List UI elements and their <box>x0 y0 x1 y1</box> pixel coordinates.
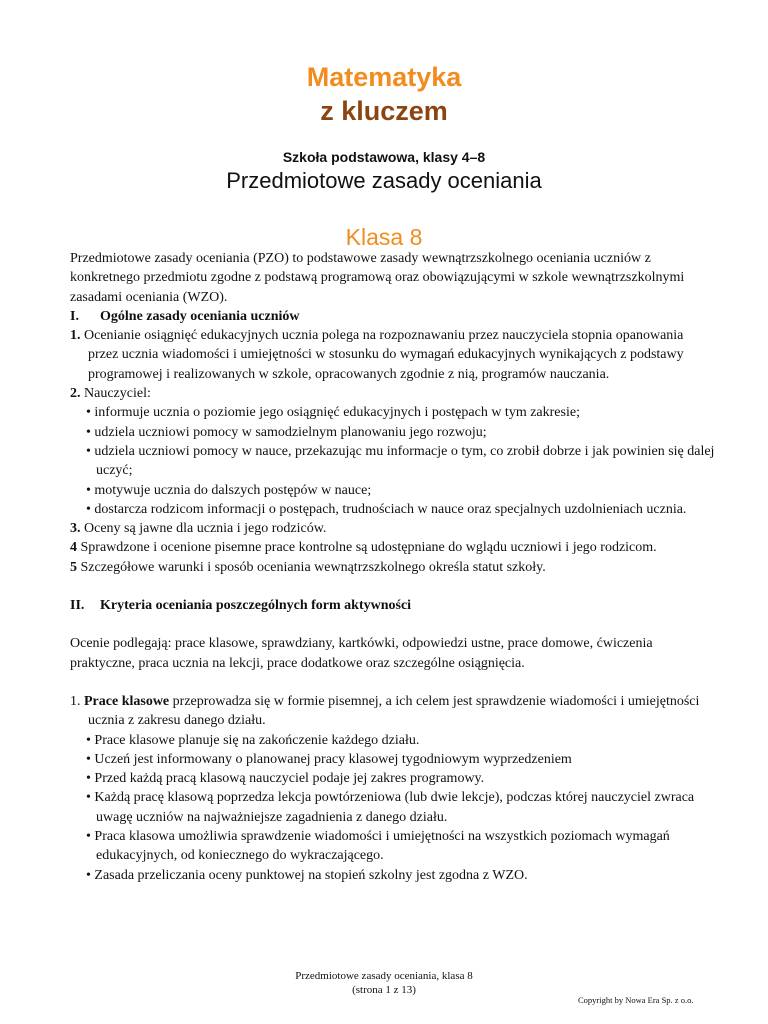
section-1-item-4 <box>70 538 715 557</box>
bullet-item: • dostarcza rodzicom informacji o postępach, trudnościach w nauce oraz specjalnych uzdolnieniach ucznia. <box>86 501 687 517</box>
item-number: 4 <box>70 540 77 556</box>
item-text: Ocenianie osiągnięć edukacyjnych ucznia polega na rozpoznawaniu przez nauczyciela stopnia opanowania przez ucznia wiadomości i umiejętności w stosunku do wymagań edukacyjnych wynikających z podstawy programowej i realizowanych w szkole, opracowanych zgodnie z nią, programów nauczania. <box>84 328 684 382</box>
item-number: 1. <box>70 328 81 344</box>
section-1-heading <box>70 307 715 326</box>
item-text: Szczegółowe warunki i sposób oceniania wewnątrzszkolnego określa statut szkoły. <box>77 559 546 575</box>
section-2-item-1 <box>70 692 715 731</box>
class-heading: Klasa 8 <box>345 224 423 250</box>
bullet-item: • informuje ucznia o poziomie jego osiągnięć edukacyjnych i postępach w tym zakresie; <box>86 405 580 421</box>
section-1-item-1 <box>70 326 715 384</box>
intro-paragraph: Przedmiotowe zasady oceniania (PZO) to podstawowe zasady wewnątrzszkolnego oceniania uczniów z konkretnego przedmiotu zgodne z podstawą programową oraz obowiązującymi w szkole wewnątrzszkolnymi zasadami oceniania (WZO). <box>70 251 685 305</box>
item-bold-term: Prace klasowe <box>84 693 170 709</box>
section-2-intro: Ocenie podlegają: prace klasowe, sprawdziany, kartkówki, odpowiedzi ustne, prace domowe, ćwiczenia praktyczne, praca ucznia na lekcji, prace dodatkowe oraz szczególne osiągnięcia. <box>70 636 653 671</box>
item-number: 3. <box>70 521 81 537</box>
bullet-item: • Zasada przeliczania oceny punktowej na stopień szkolny jest zgodna z WZO. <box>86 867 528 883</box>
school-subtitle: Szkoła podstawowa, klasy 4–8 <box>282 149 486 165</box>
item-number: 2. <box>70 386 81 402</box>
brand-title-line1: Matematyka <box>306 62 462 92</box>
footer-title: Przedmiotowe zasady oceniania, klasa 8 <box>295 970 473 982</box>
page-number: (strona 1 z 13) <box>352 984 416 996</box>
section-2-number: II. <box>70 598 85 614</box>
document-title: Przedmiotowe zasady oceniania <box>226 168 542 193</box>
section-2-title: Kryteria oceniania poszczególnych form aktywności <box>100 598 412 614</box>
item-text: Sprawdzone i ocenione pisemne prace kontrolne są udostępniane do wglądu uczniowi i jego rodzicom. <box>77 540 657 556</box>
document-body <box>70 249 715 885</box>
bullet-item: • Praca klasowa umożliwia sprawdzenie wiadomości i umiejętności na wszystkich poziomach wymagań edukacyjnych, od koniecznego do wykraczającego. <box>86 829 670 864</box>
section-1-item-2 <box>70 384 715 403</box>
item-text: Oceny są jawne dla ucznia i jego rodziców. <box>80 521 327 537</box>
section-1-item-5 <box>70 558 715 577</box>
brand-title-line2: z kluczem <box>320 96 448 126</box>
item-text: przeprowadza się w formie pisemnej, a ich celem jest sprawdzenie wiadomości i umiejętności ucznia z zakresu danego działu. <box>88 693 700 729</box>
bullet-item: • udziela uczniowi pomocy w samodzielnym planowaniu jego rozwoju; <box>86 424 487 440</box>
bullet-item: • udziela uczniowi pomocy w nauce, przekazując mu informacje o tym, co zrobił dobrze i jak powinien się dalej uczyć; <box>86 443 715 479</box>
item-number: 1. <box>70 693 81 709</box>
bullet-item: • Uczeń jest informowany o planowanej pracy klasowej tygodniowym wyprzedzeniem <box>86 751 572 767</box>
bullet-item: • Każdą pracę klasową poprzedza lekcja powtórzeniowa (lub dwie lekcje), podczas której nauczyciel zwraca uwagę uczniów na najważniejsze zagadnienia z danego działu. <box>86 790 695 825</box>
item-number: 5 <box>70 559 77 575</box>
section-1-title: Ogólne zasady oceniania uczniów <box>100 308 300 324</box>
section-1-number: I. <box>70 308 79 324</box>
bullet-item: • Przed każdą pracą klasową nauczyciel podaje jej zakres programowy. <box>86 771 485 787</box>
copyright-notice: Copyright by Nowa Era Sp. z o.o. <box>578 995 694 1005</box>
section-2-heading <box>70 596 715 615</box>
section-1-item-3 <box>70 519 715 538</box>
bullet-item: • motywuje ucznia do dalszych postępów w nauce; <box>86 482 372 498</box>
bullet-item: • Prace klasowe planuje się na zakończenie każdego działu. <box>86 732 420 748</box>
item-text: Nauczyciel: <box>84 386 151 402</box>
